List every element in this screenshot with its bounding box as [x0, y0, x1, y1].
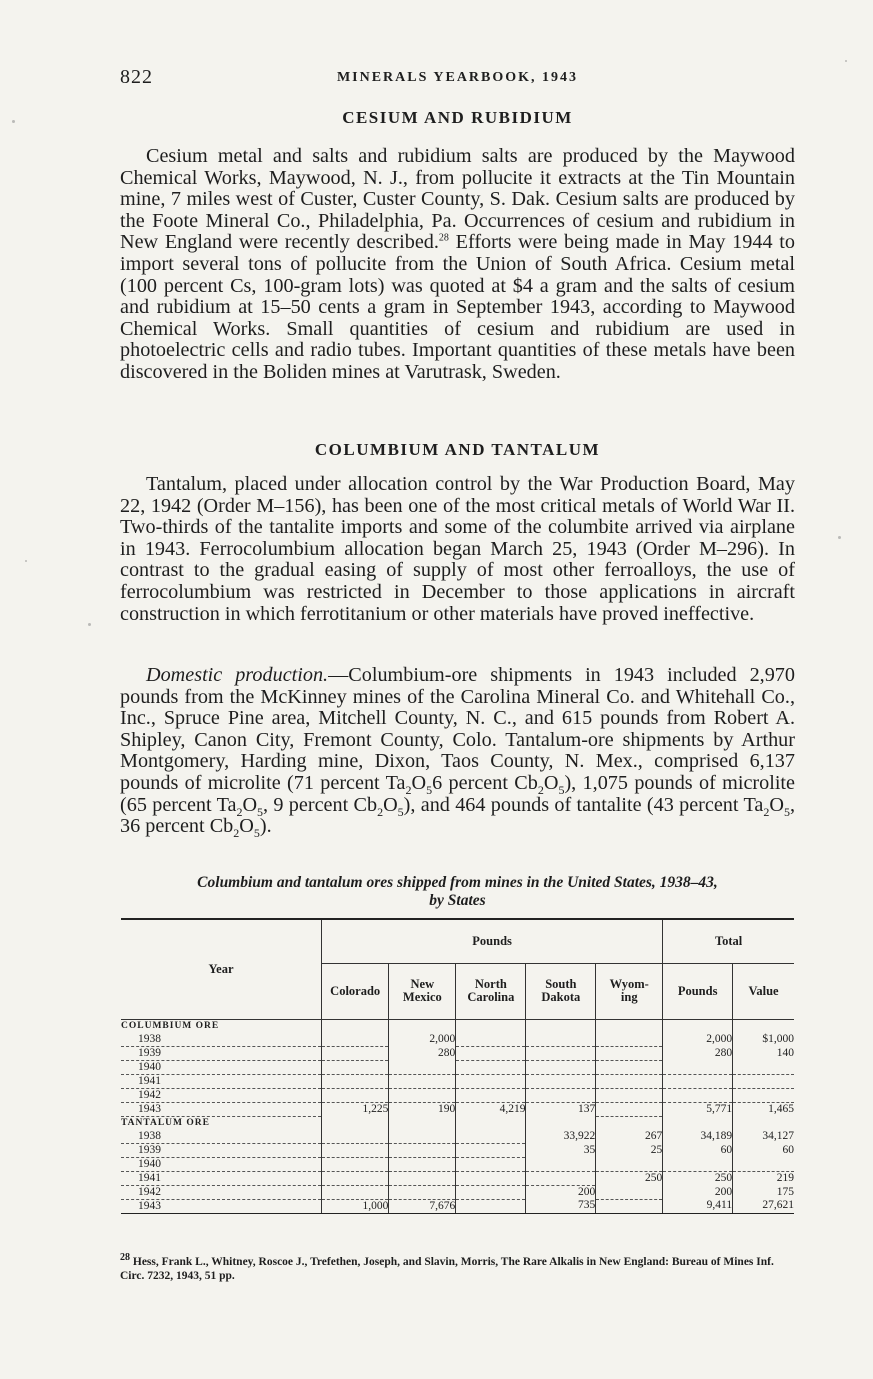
cell-new-mexico — [389, 1088, 456, 1102]
cell-south-dakota — [526, 1157, 596, 1171]
spacer-cell — [596, 1019, 663, 1033]
cell-pounds: 9,411 — [663, 1199, 733, 1213]
cell-pounds: 200 — [663, 1185, 733, 1199]
year-cell — [121, 1199, 322, 1213]
year-cell — [121, 1060, 322, 1074]
cell-value — [733, 1088, 794, 1102]
cell-pounds: 250 — [663, 1171, 733, 1185]
table-row — [121, 1130, 794, 1144]
cell-colorado — [322, 1157, 389, 1171]
running-header — [120, 66, 795, 88]
cell-colorado — [322, 1185, 389, 1199]
running-title: MINERALS YEARBOOK, 1943 — [336, 70, 579, 85]
domestic-text: —Columbium-ore shipments in 1943 included 2,970 pounds from the McKinney mines of the Carolina Mineral Co. and Whitehall Co., Inc., Spruce Pine area, Mitchell County, N. C., and 615 pounds from Robert A. Shipley, Canon City, Fremont County, Colo. Tantalum-ore shipments by Arthur Montgomery, Harding mine, Dixon, Taos County, N. Mex., comprised 6,137 pounds of microlite (71 percent Ta — [120, 664, 795, 794]
cell-south-dakota — [526, 1171, 596, 1185]
year-value: 1941 — [138, 1074, 161, 1087]
table-row — [121, 1102, 794, 1116]
year-value: 1938 — [138, 1032, 161, 1045]
cell-north-carolina — [456, 1185, 526, 1199]
cell-colorado — [322, 1033, 389, 1047]
cell-wyoming: 267 — [596, 1130, 663, 1144]
cell-colorado — [322, 1130, 389, 1144]
cell-south-dakota: 735 — [526, 1199, 596, 1213]
cell-new-mexico — [389, 1074, 456, 1088]
spacer-cell — [596, 1116, 663, 1130]
cell-new-mexico — [389, 1130, 456, 1144]
spacer-cell — [663, 1019, 733, 1033]
cell-colorado — [322, 1143, 389, 1157]
cell-wyoming — [596, 1157, 663, 1171]
cesium-paragraph — [120, 146, 795, 384]
cell-value: 219 — [733, 1171, 794, 1185]
cell-value: 60 — [733, 1143, 794, 1157]
header-north-carolina: North Carolina — [456, 963, 526, 1019]
header-total-value: Value — [733, 963, 794, 1019]
year-cell — [121, 1171, 322, 1185]
cell-wyoming — [596, 1199, 663, 1213]
cesium-text: Cesium metal and salts and rubidium salts are produced by the Maywood Chemical Works, Maywood, N. J., from pollucite it extracts at the Tin Mountain mine, 7 miles west of Custer, Custer County, S. Dak. Cesium salts are produced by the Foote Mineral Co., Philadelphia, Pa. Occurrences of cesium and rubidium in New England were recently described. — [120, 145, 795, 254]
header-south-dakota: South Dakota — [526, 963, 596, 1019]
cell-value: 27,621 — [733, 1199, 794, 1213]
cell-south-dakota — [526, 1088, 596, 1102]
header-colorado: Colorado — [322, 963, 389, 1019]
scan-speck — [845, 60, 847, 62]
year-value: 1941 — [138, 1171, 161, 1184]
ore-shipments-table — [121, 918, 794, 1214]
domestic-production-label: Domestic production. — [146, 664, 329, 686]
table-row — [121, 1199, 794, 1213]
cell-new-mexico: 7,676 — [389, 1199, 456, 1213]
spacer-cell — [389, 1019, 456, 1033]
year-cell — [121, 1102, 322, 1116]
section-heading-columbium: COLUMBIUM AND TANTALUM — [314, 440, 601, 459]
cell-south-dakota: 200 — [526, 1185, 596, 1199]
scan-speck — [25, 560, 27, 562]
cell-new-mexico — [389, 1185, 456, 1199]
cell-pounds — [663, 1074, 733, 1088]
cell-new-mexico — [389, 1157, 456, 1171]
cell-north-carolina — [456, 1060, 526, 1074]
spacer-cell — [733, 1019, 794, 1033]
year-value: 1943 — [138, 1102, 161, 1115]
table-row — [121, 1157, 794, 1171]
table-row — [121, 1033, 794, 1047]
cell-south-dakota — [526, 1033, 596, 1047]
cell-north-carolina — [456, 1171, 526, 1185]
table-caption-line2: by States — [429, 892, 486, 909]
cell-colorado — [322, 1088, 389, 1102]
ore-shipments-table-wrap — [121, 918, 794, 1214]
cell-colorado — [322, 1074, 389, 1088]
cell-wyoming — [596, 1102, 663, 1116]
year-value: 1940 — [138, 1157, 161, 1170]
cell-new-mexico — [389, 1060, 456, 1074]
cell-new-mexico — [389, 1171, 456, 1185]
table-row — [121, 1185, 794, 1199]
cell-new-mexico — [389, 1143, 456, 1157]
table-row — [121, 1060, 794, 1074]
cell-north-carolina — [456, 1046, 526, 1060]
cell-new-mexico: 190 — [389, 1102, 456, 1116]
cell-north-carolina — [456, 1130, 526, 1144]
cell-south-dakota — [526, 1046, 596, 1060]
scan-speck — [12, 120, 15, 123]
cell-south-dakota: 35 — [526, 1143, 596, 1157]
cell-wyoming — [596, 1046, 663, 1060]
cesium-text-cont: Efforts were being made in May 1944 to import several tons of pollucite from the Union of South Africa. Cesium metal (100 percent Cs, 100-gram lots) was quoted at $4 a gram and the salts of cesium and rubidium at 15–50 cents a gram in September 1943, according to Maywood Chemical Works. Small quantities of cesium and rubidium are used in photoelectric cells and radio tubes. Important quantities of these metals have been discovered in the Boliden mines at Varutrask, Sweden. — [120, 231, 795, 383]
year-value: 1938 — [138, 1129, 161, 1142]
cell-wyoming — [596, 1074, 663, 1088]
footnote-text: Hess, Frank L., Whitney, Roscoe J., Trefethen, Joseph, and Slavin, Morris, The Rare Alkalis in New England: Bureau of Mines Inf. Circ. 7232, 1943, 51 pp. — [120, 1256, 774, 1282]
table-group-row — [121, 1116, 794, 1130]
cell-north-carolina — [456, 1157, 526, 1171]
cell-value: 1,465 — [733, 1102, 794, 1116]
spacer-cell — [389, 1116, 456, 1130]
spacer-cell — [456, 1116, 526, 1130]
cell-new-mexico: 2,000 — [389, 1033, 456, 1047]
year-cell — [121, 1088, 322, 1102]
cell-new-mexico: 280 — [389, 1046, 456, 1060]
cell-value: 34,127 — [733, 1130, 794, 1144]
cell-wyoming — [596, 1033, 663, 1047]
header-total-pounds: Pounds — [663, 963, 733, 1019]
header-new-mexico: New Mexico — [389, 963, 456, 1019]
cell-north-carolina — [456, 1033, 526, 1047]
section-heading-cesium: CESIUM AND RUBIDIUM — [342, 108, 573, 127]
cell-value — [733, 1074, 794, 1088]
header-year: Year — [121, 919, 322, 1019]
cell-colorado — [322, 1171, 389, 1185]
cell-north-carolina — [456, 1088, 526, 1102]
spacer-cell — [322, 1116, 389, 1130]
footnote — [120, 1252, 795, 1283]
spacer-cell — [526, 1019, 596, 1033]
cell-pounds — [663, 1088, 733, 1102]
year-value: 1942 — [138, 1185, 161, 1198]
scan-speck — [88, 623, 91, 626]
cell-north-carolina: 4,219 — [456, 1102, 526, 1116]
cell-colorado: 1,000 — [322, 1199, 389, 1213]
cell-value — [733, 1060, 794, 1074]
table-body — [121, 1019, 794, 1213]
cell-value — [733, 1157, 794, 1171]
cell-north-carolina — [456, 1143, 526, 1157]
cell-south-dakota — [526, 1074, 596, 1088]
cell-value: 140 — [733, 1046, 794, 1060]
cell-wyoming — [596, 1060, 663, 1074]
table-row — [121, 1074, 794, 1088]
table-row — [121, 1046, 794, 1060]
year-cell — [121, 1130, 322, 1144]
footnote-ref: 28 — [438, 232, 449, 244]
cell-wyoming — [596, 1185, 663, 1199]
spacer-cell — [456, 1019, 526, 1033]
year-cell — [121, 1074, 322, 1088]
year-value: 1940 — [138, 1060, 161, 1073]
domestic-production-paragraph: Domestic production.—Columbium-ore shipments in 1943 included 2,970 pounds from the McKinney mines of the Carolina Mineral Co. and Whitehall Co., Inc., Spruce Pine area, Mitchell County, N. C., and 615 pounds from Robert A. Shipley, Canon City, Fremont County, Colo. Tantalum-ore shipments by Arthur Montgomery, Harding mine, Dixon, Taos County, N. Mex., comprised 6,137 pounds of microlite (71 percent $Ta_2O_56$ percent $Cb_2O_5$), 1,075 pounds of microlite (65 percent $Ta_2O_5$, 9 percent $Cb_2O_5$), and 464 pounds of tantalite (43 percent $Ta_2O_5$, 36 percent $Cb_2O_5$). — [120, 664, 796, 841]
year-value: 1939 — [138, 1143, 161, 1156]
cell-pounds: 280 — [663, 1046, 733, 1060]
year-cell — [121, 1033, 322, 1047]
header-pounds-group: Pounds — [322, 919, 663, 963]
spacer-cell — [526, 1116, 596, 1130]
cell-pounds — [663, 1157, 733, 1171]
columbium-paragraph: Tantalum, placed under allocation control by the War Production Board, May 22, 1942 (Order M–156), has been one of the most critical metals of World War II. Two-thirds of the tantalite imports and some of the columbite arrived via airplane in 1943. Ferrocolumbium allocation began March 25, 1943 (Order M–296). In contrast to the gradual easing of supply of most other ferroalloys, the use of ferrocolumbium was restricted in December to those applications in aircraft construction in which ferrotitanium or other materials have proved ineffective. — [120, 473, 795, 625]
year-cell — [121, 1046, 322, 1060]
year-cell — [121, 1143, 322, 1157]
cell-pounds: 60 — [663, 1143, 733, 1157]
table-row — [121, 1171, 794, 1185]
table-caption-line1: Columbium and tantalum ores shipped from mines in the United States, 1938–43, — [197, 874, 718, 891]
cell-pounds: 2,000 — [663, 1033, 733, 1047]
cell-wyoming — [596, 1088, 663, 1102]
cell-pounds: 5,771 — [663, 1102, 733, 1116]
cell-value: $1,000 — [733, 1033, 794, 1047]
cell-value: 175 — [733, 1185, 794, 1199]
cell-south-dakota: 137 — [526, 1102, 596, 1116]
year-cell — [121, 1185, 322, 1199]
year-cell — [121, 1157, 322, 1171]
year-value: 1939 — [138, 1046, 161, 1059]
cell-colorado: 1,225 — [322, 1102, 389, 1116]
header-total-group: Total — [663, 919, 794, 963]
cell-pounds — [663, 1060, 733, 1074]
table-row — [121, 1088, 794, 1102]
group-label: TANTALUM ORE — [121, 1117, 210, 1128]
header-wyoming: Wyom- ing — [596, 963, 663, 1019]
spacer-cell — [663, 1116, 733, 1130]
spacer-cell — [733, 1116, 794, 1130]
page-number: 822 — [120, 66, 153, 88]
footnote-marker: 28 — [120, 1252, 130, 1264]
year-value: 1943 — [138, 1199, 161, 1212]
cell-wyoming: 25 — [596, 1143, 663, 1157]
cell-north-carolina — [456, 1199, 526, 1213]
cell-colorado — [322, 1060, 389, 1074]
cell-north-carolina — [456, 1074, 526, 1088]
scan-speck — [838, 536, 841, 539]
cell-pounds: 34,189 — [663, 1130, 733, 1144]
spacer-cell — [322, 1019, 389, 1033]
cell-south-dakota: 33,922 — [526, 1130, 596, 1144]
cell-wyoming: 250 — [596, 1171, 663, 1185]
table-group-row — [121, 1019, 794, 1033]
table-caption — [120, 874, 795, 910]
table-row — [121, 1143, 794, 1157]
group-label: COLUMBIUM ORE — [121, 1020, 220, 1031]
cell-south-dakota — [526, 1060, 596, 1074]
year-value: 1942 — [138, 1088, 161, 1101]
cell-colorado — [322, 1046, 389, 1060]
